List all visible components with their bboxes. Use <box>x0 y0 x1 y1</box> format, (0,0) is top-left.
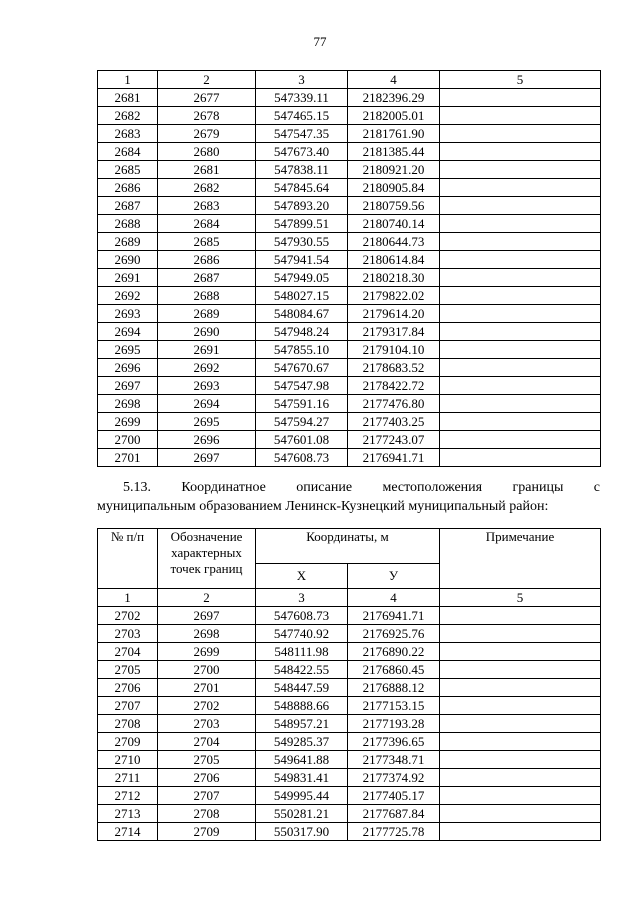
table-cell <box>440 625 601 643</box>
table-cell <box>440 143 601 161</box>
table-cell <box>440 269 601 287</box>
column-number-row <box>98 71 601 89</box>
table-cell: 2697 <box>98 377 158 395</box>
table-cell <box>440 787 601 805</box>
table-cell: 2677 <box>158 89 256 107</box>
table-cell: 547941.54 <box>256 251 348 269</box>
table-cell: 2680 <box>158 143 256 161</box>
table-cell: 550317.90 <box>256 823 348 841</box>
table-cell <box>440 251 601 269</box>
table-row <box>98 125 601 143</box>
table-cell: 547594.27 <box>256 413 348 431</box>
boundary-coordinates-table <box>97 528 601 841</box>
table-cell: 547339.11 <box>256 89 348 107</box>
table-cell: 550281.21 <box>256 805 348 823</box>
table-cell: 2681 <box>158 161 256 179</box>
table-cell: 2698 <box>158 625 256 643</box>
section-heading-line-2: муниципальным образованием Ленинск-Кузнецкий муниципальный район: <box>97 499 549 514</box>
table-cell: 2176941.71 <box>348 607 440 625</box>
table-cell: 2176925.76 <box>348 625 440 643</box>
column-number: 1 <box>98 589 158 607</box>
table-cell: 2177396.65 <box>348 733 440 751</box>
table-cell: 2705 <box>98 661 158 679</box>
table-row <box>98 107 601 125</box>
table-cell: 2687 <box>98 197 158 215</box>
section-heading-line-1: 5.13. Координатное описание местоположения границы с <box>123 480 600 495</box>
table-row <box>98 769 601 787</box>
table-cell: 2180905.84 <box>348 179 440 197</box>
table-row <box>98 661 601 679</box>
column-number: 2 <box>158 71 256 89</box>
table-row <box>98 89 601 107</box>
column-number: 5 <box>440 589 601 607</box>
table-cell: 2180740.14 <box>348 215 440 233</box>
table-cell: 2179822.02 <box>348 287 440 305</box>
table-cell: 547591.16 <box>256 395 348 413</box>
table-cell: 547465.15 <box>256 107 348 125</box>
table-cell: 548447.59 <box>256 679 348 697</box>
table-cell: 548888.66 <box>256 697 348 715</box>
table-cell: 2692 <box>158 359 256 377</box>
table-cell: 547673.40 <box>256 143 348 161</box>
table-cell: 2177405.17 <box>348 787 440 805</box>
table-cell: 2683 <box>158 197 256 215</box>
table-cell: 2703 <box>98 625 158 643</box>
table-cell: 2177193.28 <box>348 715 440 733</box>
table-cell: 2699 <box>98 413 158 431</box>
table-row <box>98 679 601 697</box>
table-cell: 2686 <box>98 179 158 197</box>
table-cell <box>440 215 601 233</box>
table-cell: 2696 <box>98 359 158 377</box>
header-coordinates: Координаты, м <box>256 529 440 564</box>
table-cell: 547608.73 <box>256 607 348 625</box>
table-cell: 548957.21 <box>256 715 348 733</box>
table-row <box>98 251 601 269</box>
table-cell <box>440 305 601 323</box>
table-cell: 2701 <box>158 679 256 697</box>
column-number: 3 <box>256 589 348 607</box>
table-cell <box>440 413 601 431</box>
table-cell: 2700 <box>98 431 158 449</box>
table-cell: 2709 <box>98 733 158 751</box>
table-cell: 2707 <box>98 697 158 715</box>
table-cell: 2689 <box>158 305 256 323</box>
table-cell: 2695 <box>98 341 158 359</box>
table-cell: 2181385.44 <box>348 143 440 161</box>
table-cell: 548027.15 <box>256 287 348 305</box>
table-cell: 2177243.07 <box>348 431 440 449</box>
table-row <box>98 269 601 287</box>
table-row <box>98 179 601 197</box>
table-cell: 2177687.84 <box>348 805 440 823</box>
table-cell: 2180759.56 <box>348 197 440 215</box>
table-cell: 2708 <box>98 715 158 733</box>
table-cell <box>440 823 601 841</box>
table-body <box>98 607 601 841</box>
table-cell: 2683 <box>98 125 158 143</box>
page-number: 77 <box>313 34 327 49</box>
table-cell: 2689 <box>98 233 158 251</box>
table-cell: 2684 <box>158 215 256 233</box>
table-cell: 2177153.15 <box>348 697 440 715</box>
table-cell: 2178683.52 <box>348 359 440 377</box>
table-cell: 2181761.90 <box>348 125 440 143</box>
table-cell <box>440 607 601 625</box>
table-cell <box>440 341 601 359</box>
table-cell: 2177476.80 <box>348 395 440 413</box>
table-row <box>98 161 601 179</box>
table-cell <box>440 287 601 305</box>
table-row <box>98 449 601 467</box>
table-cell <box>440 323 601 341</box>
table-row <box>98 143 601 161</box>
table-cell: 2706 <box>158 769 256 787</box>
column-number-row <box>98 589 601 607</box>
table-cell: 2697 <box>158 449 256 467</box>
column-number: 5 <box>440 71 601 89</box>
table-cell <box>440 377 601 395</box>
table-cell <box>440 179 601 197</box>
table-cell: 547949.05 <box>256 269 348 287</box>
table-cell: 547838.11 <box>256 161 348 179</box>
table-cell: 2693 <box>98 305 158 323</box>
table-cell: 2686 <box>158 251 256 269</box>
table-cell: 2711 <box>98 769 158 787</box>
table-cell: 2706 <box>98 679 158 697</box>
column-number: 2 <box>158 589 256 607</box>
table-row <box>98 643 601 661</box>
table-cell <box>440 161 601 179</box>
table-cell: 2697 <box>158 607 256 625</box>
coordinates-table-continued <box>97 70 601 467</box>
table-cell: 547670.67 <box>256 359 348 377</box>
table-cell <box>440 395 601 413</box>
table-cell: 2684 <box>98 143 158 161</box>
column-number: 4 <box>348 71 440 89</box>
header-row <box>98 529 601 564</box>
table-cell: 2703 <box>158 715 256 733</box>
table-cell: 2682 <box>158 179 256 197</box>
table-cell: 2687 <box>158 269 256 287</box>
table-cell: 2688 <box>158 287 256 305</box>
table-row <box>98 377 601 395</box>
table-cell: 2176890.22 <box>348 643 440 661</box>
table-cell: 2695 <box>158 413 256 431</box>
table-cell <box>440 89 601 107</box>
header-note: Примечание <box>440 529 601 589</box>
table-cell: 2182005.01 <box>348 107 440 125</box>
table-cell <box>440 679 601 697</box>
table-cell: 2704 <box>158 733 256 751</box>
table-cell: 2691 <box>158 341 256 359</box>
table-body <box>98 89 601 467</box>
table-cell: 2692 <box>98 287 158 305</box>
table-cell: 549831.41 <box>256 769 348 787</box>
table-cell: 2179614.20 <box>348 305 440 323</box>
table-cell: 547930.55 <box>256 233 348 251</box>
table-cell: 2679 <box>158 125 256 143</box>
table-row <box>98 733 601 751</box>
table-row <box>98 395 601 413</box>
table-cell: 549641.88 <box>256 751 348 769</box>
table-cell: 2699 <box>158 643 256 661</box>
table-row <box>98 323 601 341</box>
table-cell: 2702 <box>98 607 158 625</box>
table-cell: 2713 <box>98 805 158 823</box>
table-cell <box>440 661 601 679</box>
table-row <box>98 431 601 449</box>
table-row <box>98 715 601 733</box>
section-heading <box>97 478 600 516</box>
table-cell <box>440 197 601 215</box>
table-cell: 2700 <box>158 661 256 679</box>
table-cell: 2685 <box>98 161 158 179</box>
table-cell <box>440 805 601 823</box>
table-row <box>98 341 601 359</box>
table-cell: 2685 <box>158 233 256 251</box>
table-row <box>98 625 601 643</box>
table-cell: 547855.10 <box>256 341 348 359</box>
table-cell <box>440 715 601 733</box>
table-cell: 547845.64 <box>256 179 348 197</box>
table-row <box>98 413 601 431</box>
table-cell: 2708 <box>158 805 256 823</box>
header-x: X <box>256 564 348 589</box>
table-cell: 2709 <box>158 823 256 841</box>
table-cell: 2712 <box>98 787 158 805</box>
table-cell: 2707 <box>158 787 256 805</box>
table-cell: 2694 <box>98 323 158 341</box>
table-cell: 2693 <box>158 377 256 395</box>
table-cell: 2182396.29 <box>348 89 440 107</box>
table-cell: 2180644.73 <box>348 233 440 251</box>
table-cell: 2180218.30 <box>348 269 440 287</box>
table-row <box>98 359 601 377</box>
table-row <box>98 233 601 251</box>
table-cell: 2714 <box>98 823 158 841</box>
header-y: У <box>348 564 440 589</box>
table-cell: 2176941.71 <box>348 449 440 467</box>
table-cell <box>440 449 601 467</box>
table-cell: 2701 <box>98 449 158 467</box>
table-row <box>98 197 601 215</box>
table-cell: 547948.24 <box>256 323 348 341</box>
table-cell: 2682 <box>98 107 158 125</box>
table-cell: 2180614.84 <box>348 251 440 269</box>
table-cell: 2694 <box>158 395 256 413</box>
table-cell: 547899.51 <box>256 215 348 233</box>
table-cell: 2702 <box>158 697 256 715</box>
table-cell: 2705 <box>158 751 256 769</box>
table-row <box>98 305 601 323</box>
table-cell <box>440 733 601 751</box>
table-row <box>98 787 601 805</box>
table-cell: 547893.20 <box>256 197 348 215</box>
table-cell: 2688 <box>98 215 158 233</box>
table-cell: 2704 <box>98 643 158 661</box>
table-cell <box>440 233 601 251</box>
table-cell: 2681 <box>98 89 158 107</box>
table-cell: 2177348.71 <box>348 751 440 769</box>
table-cell: 2690 <box>158 323 256 341</box>
table-cell: 547601.08 <box>256 431 348 449</box>
table-row <box>98 805 601 823</box>
table-cell: 547547.98 <box>256 377 348 395</box>
table-cell <box>440 431 601 449</box>
table-cell: 2696 <box>158 431 256 449</box>
table-cell: 2178422.72 <box>348 377 440 395</box>
column-number: 3 <box>256 71 348 89</box>
table-cell <box>440 697 601 715</box>
table-cell: 2678 <box>158 107 256 125</box>
table-cell: 2710 <box>98 751 158 769</box>
table-cell: 548422.55 <box>256 661 348 679</box>
table-cell: 547740.92 <box>256 625 348 643</box>
column-number: 1 <box>98 71 158 89</box>
header-npp: № п/п <box>98 529 158 589</box>
table-cell: 2180921.20 <box>348 161 440 179</box>
table-cell: 2691 <box>98 269 158 287</box>
table-cell <box>440 769 601 787</box>
table-row <box>98 751 601 769</box>
table-cell: 2177403.25 <box>348 413 440 431</box>
table-cell <box>440 107 601 125</box>
table-row <box>98 697 601 715</box>
table-cell: 549285.37 <box>256 733 348 751</box>
table-row <box>98 215 601 233</box>
table-cell <box>440 359 601 377</box>
table-row <box>98 287 601 305</box>
table-row <box>98 823 601 841</box>
table-cell: 2176860.45 <box>348 661 440 679</box>
table-cell: 2698 <box>98 395 158 413</box>
table-cell: 548084.67 <box>256 305 348 323</box>
header-designation: Обозначение характерных точек границ <box>158 529 256 589</box>
table-cell <box>440 751 601 769</box>
table-cell: 547608.73 <box>256 449 348 467</box>
table-cell <box>440 125 601 143</box>
table-cell: 547547.35 <box>256 125 348 143</box>
table-row <box>98 607 601 625</box>
table-cell: 2176888.12 <box>348 679 440 697</box>
table-cell: 2179317.84 <box>348 323 440 341</box>
table-cell: 549995.44 <box>256 787 348 805</box>
table-cell: 2690 <box>98 251 158 269</box>
table-cell: 2179104.10 <box>348 341 440 359</box>
table-cell: 548111.98 <box>256 643 348 661</box>
table-cell: 2177725.78 <box>348 823 440 841</box>
table-cell: 2177374.92 <box>348 769 440 787</box>
column-number: 4 <box>348 589 440 607</box>
table-cell <box>440 643 601 661</box>
